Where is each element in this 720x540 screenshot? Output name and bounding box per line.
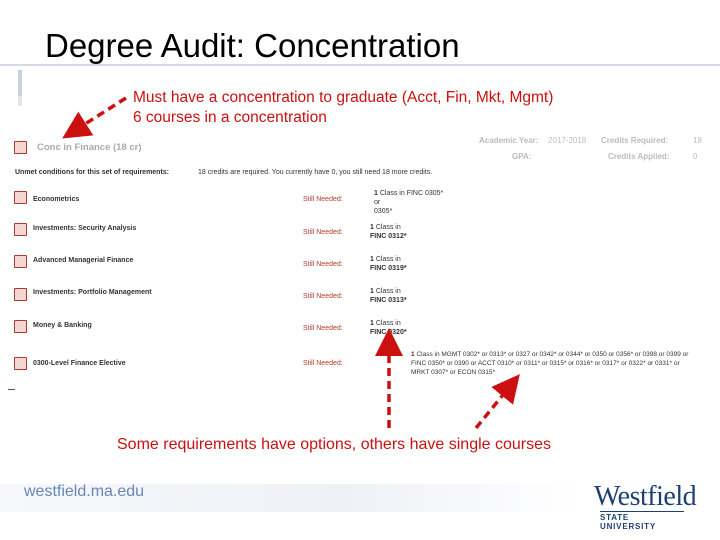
needed-class-count: 1 [411, 351, 415, 358]
needed-course-line: Class in [375, 224, 401, 231]
gpa-label: GPA: [512, 152, 532, 161]
still-needed-label: Still Needed: [303, 261, 343, 268]
westfield-logo-subtitle: STATE UNIVERSITY [600, 511, 684, 531]
needed-course-code[interactable]: FINC 0320* [370, 329, 407, 336]
needed-course-code[interactable]: FINC 0312* [370, 233, 407, 240]
slide-title: Degree Audit: Concentration [45, 27, 460, 64]
academic-year-value: 2017-2018 [548, 136, 587, 145]
concentration-title[interactable]: Conc in Finance (18 cr) [37, 142, 142, 153]
still-needed-label: Still Needed: [303, 325, 343, 332]
needed-course-line[interactable]: Class in MGMT 0302* or 0313* or 0327 or 0342* or 0344* or 0350 or 0356* or [416, 351, 641, 358]
still-needed-label: Still Needed: [303, 229, 343, 236]
arrow-to-elective-options [476, 385, 511, 428]
academic-year-label: Academic Year: [479, 136, 539, 145]
needed-course-code[interactable]: FINC 0313* [370, 297, 407, 304]
requirement-name: Money & Banking [33, 322, 92, 329]
requirement-name: Investments: Security Analysis [33, 225, 137, 232]
needed-class-count: 1 [370, 256, 374, 263]
footer-url[interactable]: westfield.ma.edu [24, 483, 145, 500]
unmet-conditions-text: 18 credits are required. You currently have 0, you still need 18 more credits. [198, 169, 433, 176]
still-needed-label: Still Needed: [303, 196, 343, 203]
requirement-name: Econometrics [33, 196, 80, 203]
callout-line-2: 6 courses in a concentration [133, 109, 327, 126]
credits-required-label: Credits Required: [601, 136, 669, 145]
needed-course-line[interactable]: 0305* [374, 208, 393, 215]
needed-course-code[interactable]: FINC 0319* [370, 265, 407, 272]
requirement-name: 0300-Level Finance Elective [33, 360, 126, 367]
needed-course-line: Class in [375, 288, 401, 295]
needed-class-count: 1 [370, 288, 374, 295]
credits-applied-label: Credits Applied: [608, 152, 670, 161]
needed-class-count: 1 [370, 224, 374, 231]
callout-line-1: Must have a concentration to graduate (Acct, Fin, Mkt, Mgmt) [133, 89, 554, 106]
unmet-conditions-label: Unmet conditions for this set of requirements: [15, 169, 170, 176]
needed-class-count: 1 [370, 320, 374, 327]
needed-course-line[interactable]: Class in FINC 0305* or [374, 190, 444, 206]
needed-class-count: 1 [374, 190, 378, 197]
still-needed-label: Still Needed: [303, 360, 343, 367]
westfield-logo-wordmark: Westfield [594, 481, 697, 512]
still-needed-label: Still Needed: [303, 293, 343, 300]
callout-options-vs-single: Some requirements have options, others have single courses [117, 436, 552, 453]
needed-course-line: Class in [375, 256, 401, 263]
credits-required-value: 18 [693, 136, 702, 145]
requirement-name: Investments: Portfolio Management [33, 289, 152, 296]
needed-course-line: Class in [375, 320, 401, 327]
arrow-to-concentration [74, 98, 126, 131]
footer [0, 478, 720, 540]
credits-applied-value: 0 [693, 152, 698, 161]
needed-course-line[interactable]: 0398 or 0399 or FINC 0350* or 0390 or ACCT 0310* or 0311* or 0315* or 0316* or 0317* or 0322* or 0331* or MRKT 0307* or ECON 0315* [411, 351, 689, 376]
requirement-name: Advanced Managerial Finance [33, 257, 134, 264]
